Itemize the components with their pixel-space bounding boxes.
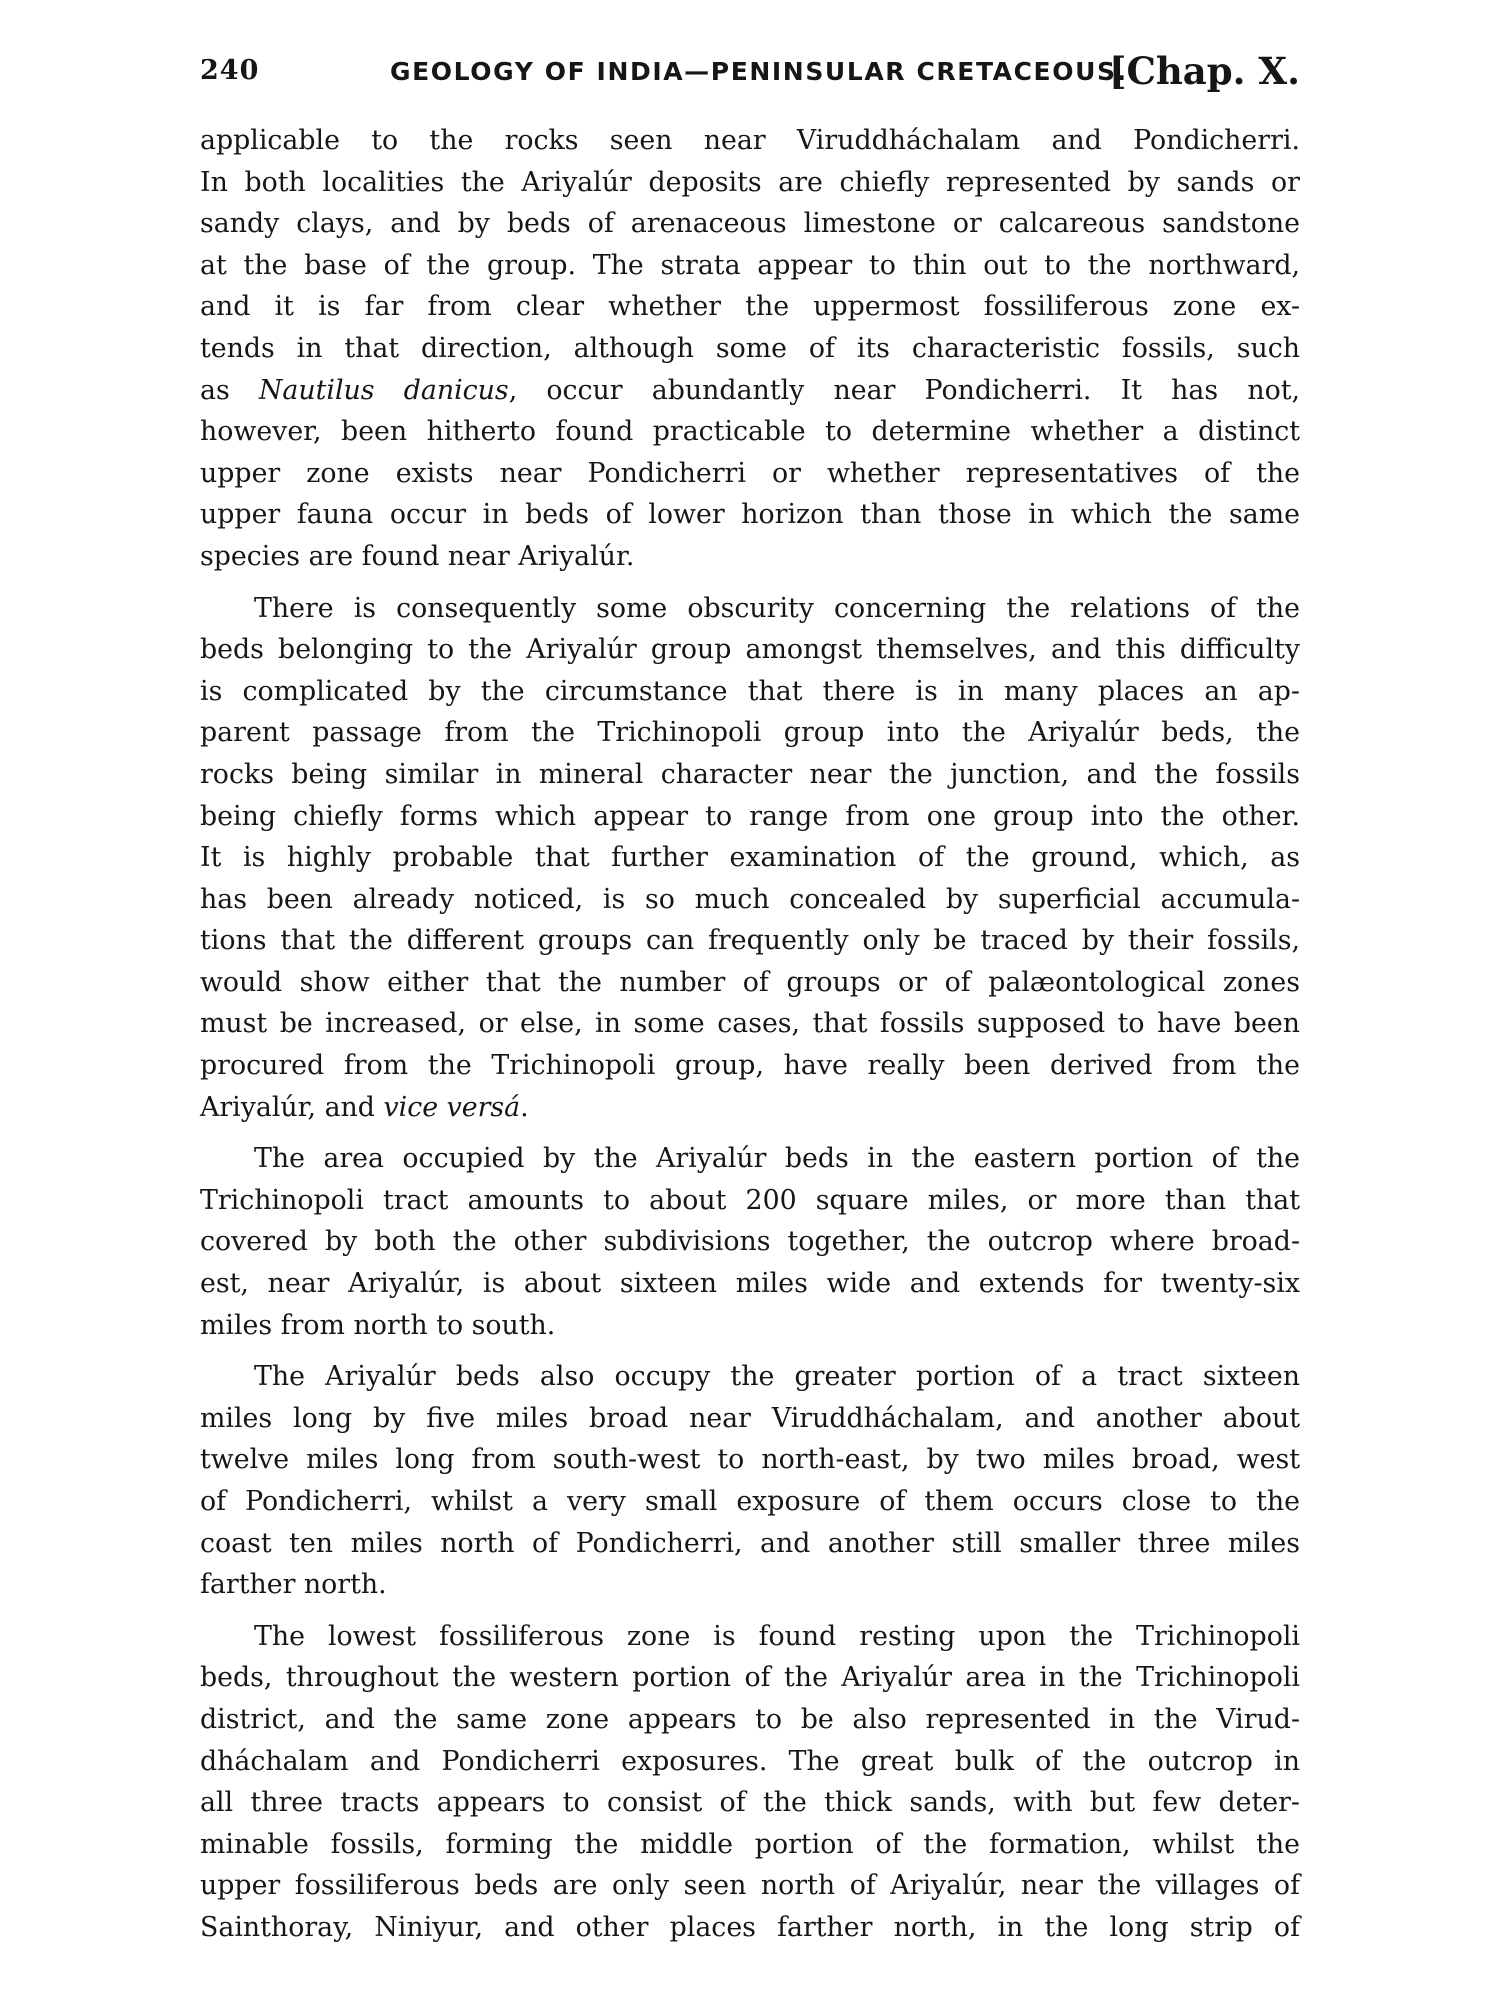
body-text [200,120,1300,1949]
running-title: GEOLOGY OF INDIA—PENINSULAR CRETACEOUS. [390,57,1128,86]
text-line: beds, throughout the western portion of the Ariyalúr area in the Trichinopoli [200,1662,1300,1694]
paragraph-gap [200,1346,1300,1356]
paragraph [200,1356,1300,1606]
text-line: upper fossiliferous beds are only seen north of Ariyalúr, near the villages of [200,1870,1300,1902]
text-line: farther north. [200,1569,387,1601]
text-line: dháchalam and Pondicherri exposures. The great bulk of the outcrop in [200,1745,1300,1777]
text-line [200,370,1300,412]
text-line: Trichinopoli tract amounts to about 200 square miles, or more than that [200,1184,1300,1216]
text-line: The lowest fossiliferous zone is found resting upon the Trichinopoli [254,1620,1300,1652]
paragraph-gap [200,1128,1300,1138]
text-line: twelve miles long from south-west to north-east, by two miles broad, west [200,1444,1300,1476]
text-line: all three tracts appears to consist of the thick sands, with but few deter- [200,1787,1300,1819]
text-line: species are found near Ariyalúr. [200,540,635,572]
text-line: district, and the same zone appears to be also represented in the Virud- [200,1703,1300,1735]
text-line: miles from north to south. [200,1309,556,1341]
text-line: being chiefly forms which appear to range from one group into the other. [200,800,1300,832]
paragraph [200,588,1300,1129]
text-run: , occur abundantly near Pondicherri. It has not, [508,374,1301,406]
italic-phrase: vice versá [383,1091,521,1123]
page-header [200,49,1300,105]
text-line: It is highly probable that further examination of the ground, which, as [200,842,1300,874]
text-line: The area occupied by the Ariyalúr beds in the eastern portion of the [254,1143,1300,1175]
text-line: has been already noticed, is so much concealed by superficial accumula- [200,883,1300,915]
text-line: would show either that the number of groups or of palæontological zones [200,966,1300,998]
text-line: miles long by five miles broad near Viruddháchalam, and another about [200,1402,1300,1434]
page-number: 240 [200,55,260,86]
text-line: however, been hitherto found practicable to determine whether a distinct [200,416,1300,448]
text-line: procured from the Trichinopoli group, have really been derived from the [200,1050,1300,1082]
text-run: as [200,374,259,406]
text-line: and it is far from clear whether the uppermost fossiliferous zone ex- [200,291,1300,323]
text-line: must be increased, or else, in some cases, that fossils supposed to have been [200,1008,1300,1040]
text-line: is complicated by the circumstance that there is in many places an ap- [200,675,1300,707]
text-line: tions that the different groups can frequently only be traced by their fossils, [200,925,1300,957]
paragraph [200,1138,1300,1346]
text-line: applicable to the rocks seen near Viruddháchalam and Pondicherri. [200,125,1300,156]
text-line: parent passage from the Trichinopoli group into the Ariyalúr beds, the [200,717,1300,749]
paragraph-gap [200,1606,1300,1616]
text-line: covered by both the other subdivisions together, the outcrop where broad- [200,1226,1300,1258]
text-line: at the base of the group. The strata appear to thin out to the northward, [200,249,1300,281]
text-line: est, near Ariyalúr, is about sixteen miles wide and extends for twenty-six [200,1268,1300,1300]
text-line: upper fauna occur in beds of lower horizon than those in which the same [200,499,1300,531]
text-run: . [520,1091,529,1123]
text-line: tends in that direction, although some of its characteristic fossils, such [200,332,1300,364]
paragraph [200,1616,1300,1949]
text-line: rocks being similar in mineral character near the junction, and the fossils [200,758,1300,790]
chapter-mark: [Chap. X. [1108,49,1300,93]
text-line: of Pondicherri, whilst a very small exposure of them occurs close to the [200,1486,1300,1517]
text-line: upper zone exists near Pondicherri or whether representatives of the [200,457,1300,489]
paragraph-gap [200,578,1300,588]
paragraph [200,120,1300,578]
text-line: minable fossils, forming the middle portion of the formation, whilst the [200,1828,1300,1860]
text-line: In both localities the Ariyalúr deposits are chiefly represented by sands or [200,166,1300,198]
text-line: sandy clays, and by beds of arenaceous limestone or calcareous sandstone [200,208,1300,240]
italic-species-name: Nautilus danicus [258,374,509,406]
text-line [200,1087,1300,1129]
text-line: beds belonging to the Ariyalúr group amongst themselves, and this difficulty [200,634,1300,666]
text-line: The Ariyalúr beds also occupy the greater portion of a tract sixteen [254,1361,1300,1393]
text-line: There is consequently some obscurity concerning the relations of the [254,592,1300,624]
text-run: Ariyalúr, and [200,1091,384,1123]
text-line: coast ten miles north of Pondicherri, and another still smaller three miles [200,1527,1300,1559]
text-line: Sainthoray, Niniyur, and other places farther north, in the long strip of [200,1911,1300,1943]
